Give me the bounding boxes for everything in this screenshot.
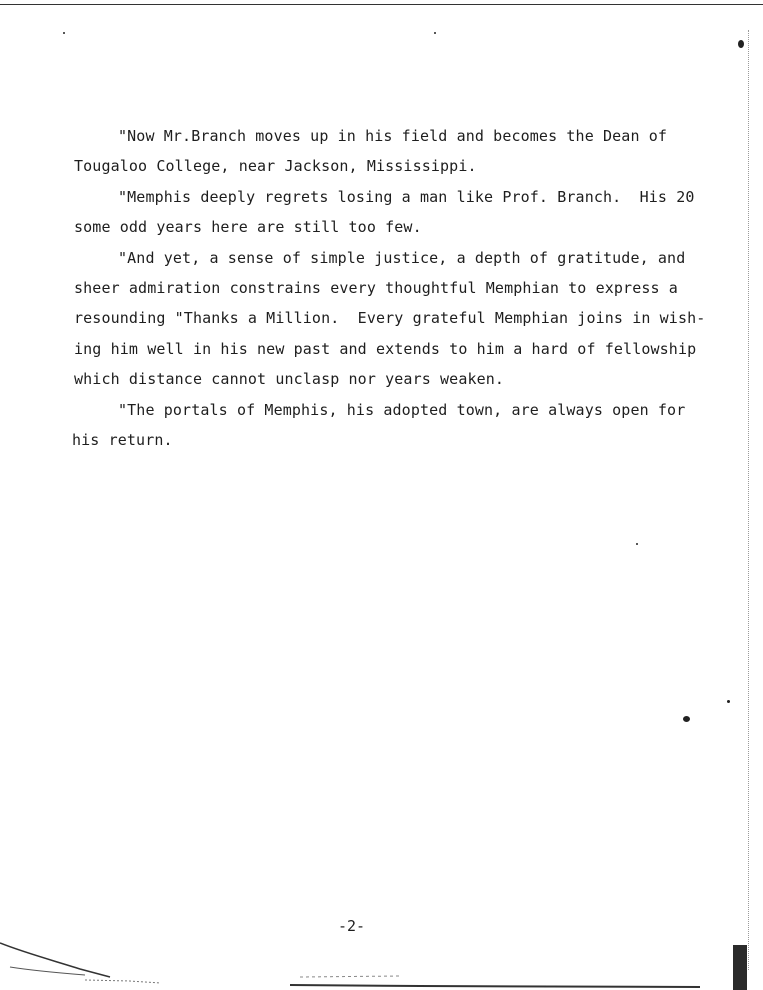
- text-line: sheer admiration constrains every thoughtful Memphian to express a: [74, 279, 678, 297]
- page-number: -2-: [338, 917, 366, 935]
- text-line: "Now Mr.Branch moves up in his field and becomes the Dean of: [118, 127, 668, 145]
- text-line: some odd years here are still too few.: [74, 218, 422, 236]
- ink-speck: [63, 32, 65, 34]
- ink-speck: [738, 40, 744, 48]
- ink-speck: [727, 700, 730, 703]
- text-line: which distance cannot unclasp nor years weaken.: [74, 370, 505, 388]
- text-line: his return.: [72, 431, 173, 449]
- top-scan-edge: [0, 4, 763, 5]
- ink-speck: [683, 716, 690, 722]
- text-line: Tougaloo College, near Jackson, Mississippi.: [74, 157, 477, 175]
- text-line: "And yet, a sense of simple justice, a depth of gratitude, and: [118, 249, 686, 267]
- ink-speck: [636, 543, 638, 545]
- text-line: resounding "Thanks a Million. Every grateful Memphian joins in wish-: [74, 309, 706, 327]
- text-line: ing him well in his new past and extends to him a hard of fellowship: [74, 340, 697, 358]
- text-line: "The portals of Memphis, his adopted town, are always open for: [118, 401, 686, 419]
- right-scan-edge: [748, 30, 749, 970]
- ink-speck: [434, 32, 436, 34]
- text-line: "Memphis deeply regrets losing a man like Prof. Branch. His 20: [118, 188, 695, 206]
- scan-artifact-bottom: [0, 925, 763, 990]
